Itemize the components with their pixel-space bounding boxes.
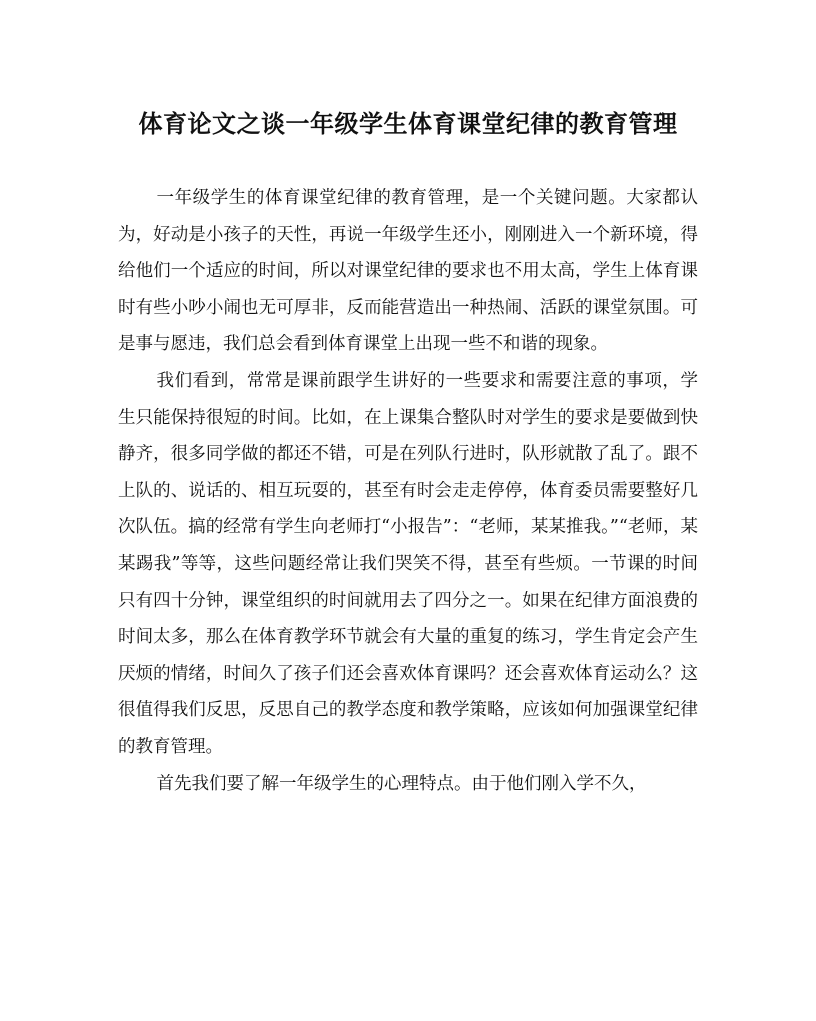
paragraph-1: 一年级学生的体育课堂纪律的教育管理，是一个关键问题。大家都认为，好动是小孩子的天性，再说一年级学生还小，刚刚进入一个新环境，得给他们一个适应的时间，所以对课堂纪律的要求也不用太高，学生上体育课时有些小吵小闹也无可厚非，反而能营造出一种热闹、活跃的课堂氛围。可是事与愿违，我们总会看到体育课堂上出现一些不和谐的现象。 <box>118 188 698 355</box>
paragraph-2: 我们看到，常常是课前跟学生讲好的一些要求和需要注意的事项，学生只能保持很短的时间。比如，在上课集合整队时对学生的要求是要做到快静齐，很多同学做的都还不错，可是在列队行进时，队形就散了乱了。跟不上队的、说话的、相互玩耍的，甚至有时会走走停停，体育委员需要整好几次队伍。搞的经常有学生向老师打“小报告”：“老师，某某推我。”“老师，某某踢我”等等，这些问题经常让我们哭笑不得，甚至有些烦。一节课的时间只有四十分钟，课堂组织的时间就用去了四分之一。如果在纪律方面浪费的时间太多，那么在体育教学环节就会有大量的重复的练习，学生肯定会产生厌烦的情绪，时间久了孩子们还会喜欢体育课吗？还会喜欢体育运动么？这很值得我们反思，反思自己的教学态度和教学策略，应该如何加强课堂纪律的教育管理。 <box>118 370 698 757</box>
paragraph-3: 首先我们要了解一年级学生的心理特点。由于他们刚入学不久， <box>156 773 647 794</box>
document-body <box>118 180 698 802</box>
document-title: 体育论文之谈一年级学生体育课堂纪律的教育管理 <box>138 109 678 138</box>
